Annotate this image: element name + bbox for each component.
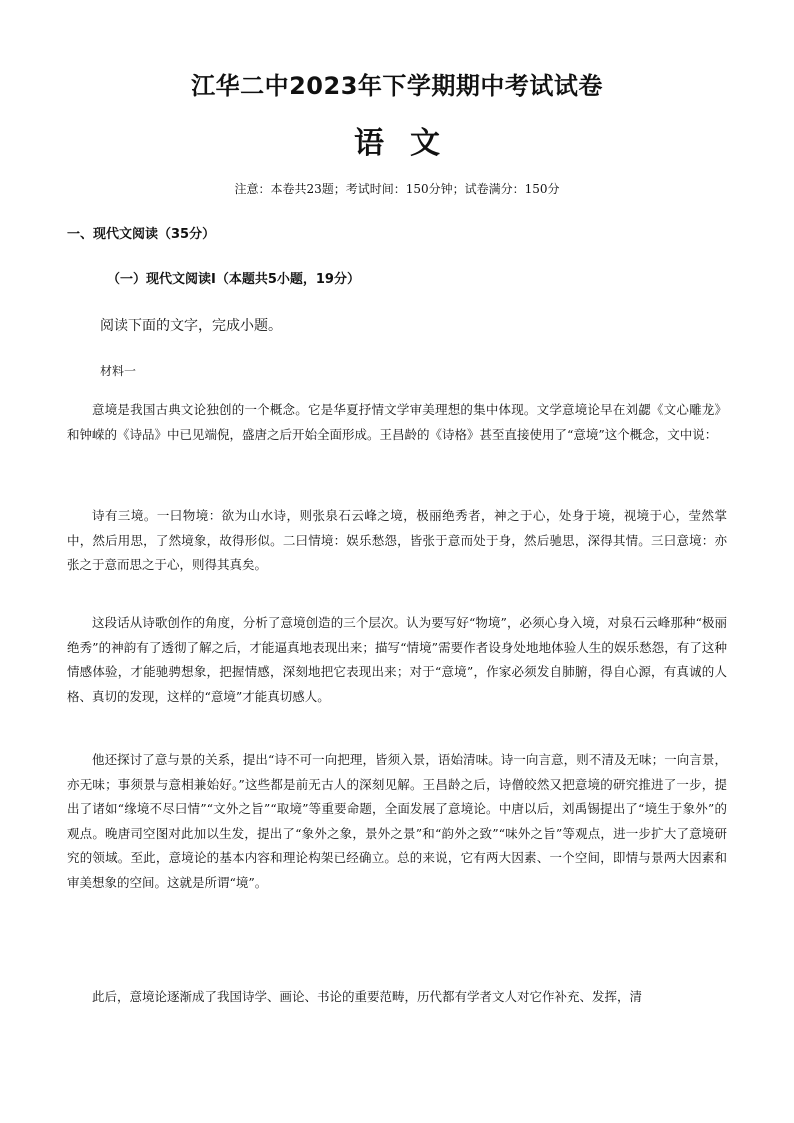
subject-title: 语文 (354, 126, 466, 161)
subsection-heading: （一）现代文阅读Ⅰ（本题共5小题，19分） (107, 272, 360, 287)
passage-paragraph: 意境是我国古典文论独创的一个概念。它是华夏抒情文学审美理想的集中体现。文学意境论早在刘勰《文心雕龙》和钟嵘的《诗品》中已见端倪，盛唐之后开始全面形成。王昌龄的《诗格》甚至直接使用了“意境”这个概念，文中说： (67, 402, 727, 442)
passage-paragraph: 他还探讨了意与景的关系，提出“诗不可一向把理，皆须入景，语始清味。诗一向言意，则不清及无味；一向言景，亦无味；事须景与意相兼始好。”这些都是前无古人的深刻见解。王昌龄之后，诗僧皎然又把意境的研究推进了一步，提出了诸如“缘境不尽曰情”“文外之旨”“取境”等重要命题，全面发展了意境论。中唐以后，刘禹锡提出了“境生于象外”的观点。晚唐司空图对此加以生发，提出了“象外之象，景外之景”和“韵外之致”“味外之旨”等观点，进一步扩大了意境研究的领域。至此，意境论的基本内容和理论构架已经确立。总的来说，它有两大因素、一个空间，即情与景两大因素和审美想象的空间。这就是所谓“境”。 (67, 752, 727, 890)
reading-instruction: 阅读下面的文字，完成小题。 (100, 318, 282, 334)
exam-notice: 注意：本卷共23题；考试时间：150分钟；试卷满分：150分 (234, 182, 560, 196)
passage-paragraph: 诗有三境。一曰物境：欲为山水诗，则张泉石云峰之境，极丽绝秀者，神之于心，处身于境，视境于心，莹然掌中，然后用思，了然境象，故得形似。二曰情境：娱乐愁怨，皆张于意而处于身，然后驰思，深得其情。三曰意境：亦张之于意而思之于心，则得其真矣。 (67, 508, 727, 572)
passage-paragraph: 此后，意境论逐渐成了我国诗学、画论、书论的重要范畴，历代都有学者文人对它作补充、发挥，清 (92, 989, 643, 1004)
material-label: 材料一 (100, 364, 137, 378)
section-heading: 一、现代文阅读（35分） (67, 227, 216, 242)
exam-title: 江华二中2023年下学期期中考试试卷 (191, 72, 603, 100)
passage-paragraph: 这段话从诗歌创作的角度，分析了意境创造的三个层次。认为要写好“物境”，必须心身入境，对泉石云峰那种“极丽绝秀”的神韵有了透彻了解之后，才能逼真地表现出来；描写“情境”需要作者设身处地地体验人生的娱乐愁怨，有了这种情感体验，才能驰骋想象，把握情感，深刻地把它表现出来；对于“意境”，作家必须发自肺腑，得自心源，有真诚的人格、真切的发现，这样的“意境”才能真切感人。 (67, 615, 727, 704)
